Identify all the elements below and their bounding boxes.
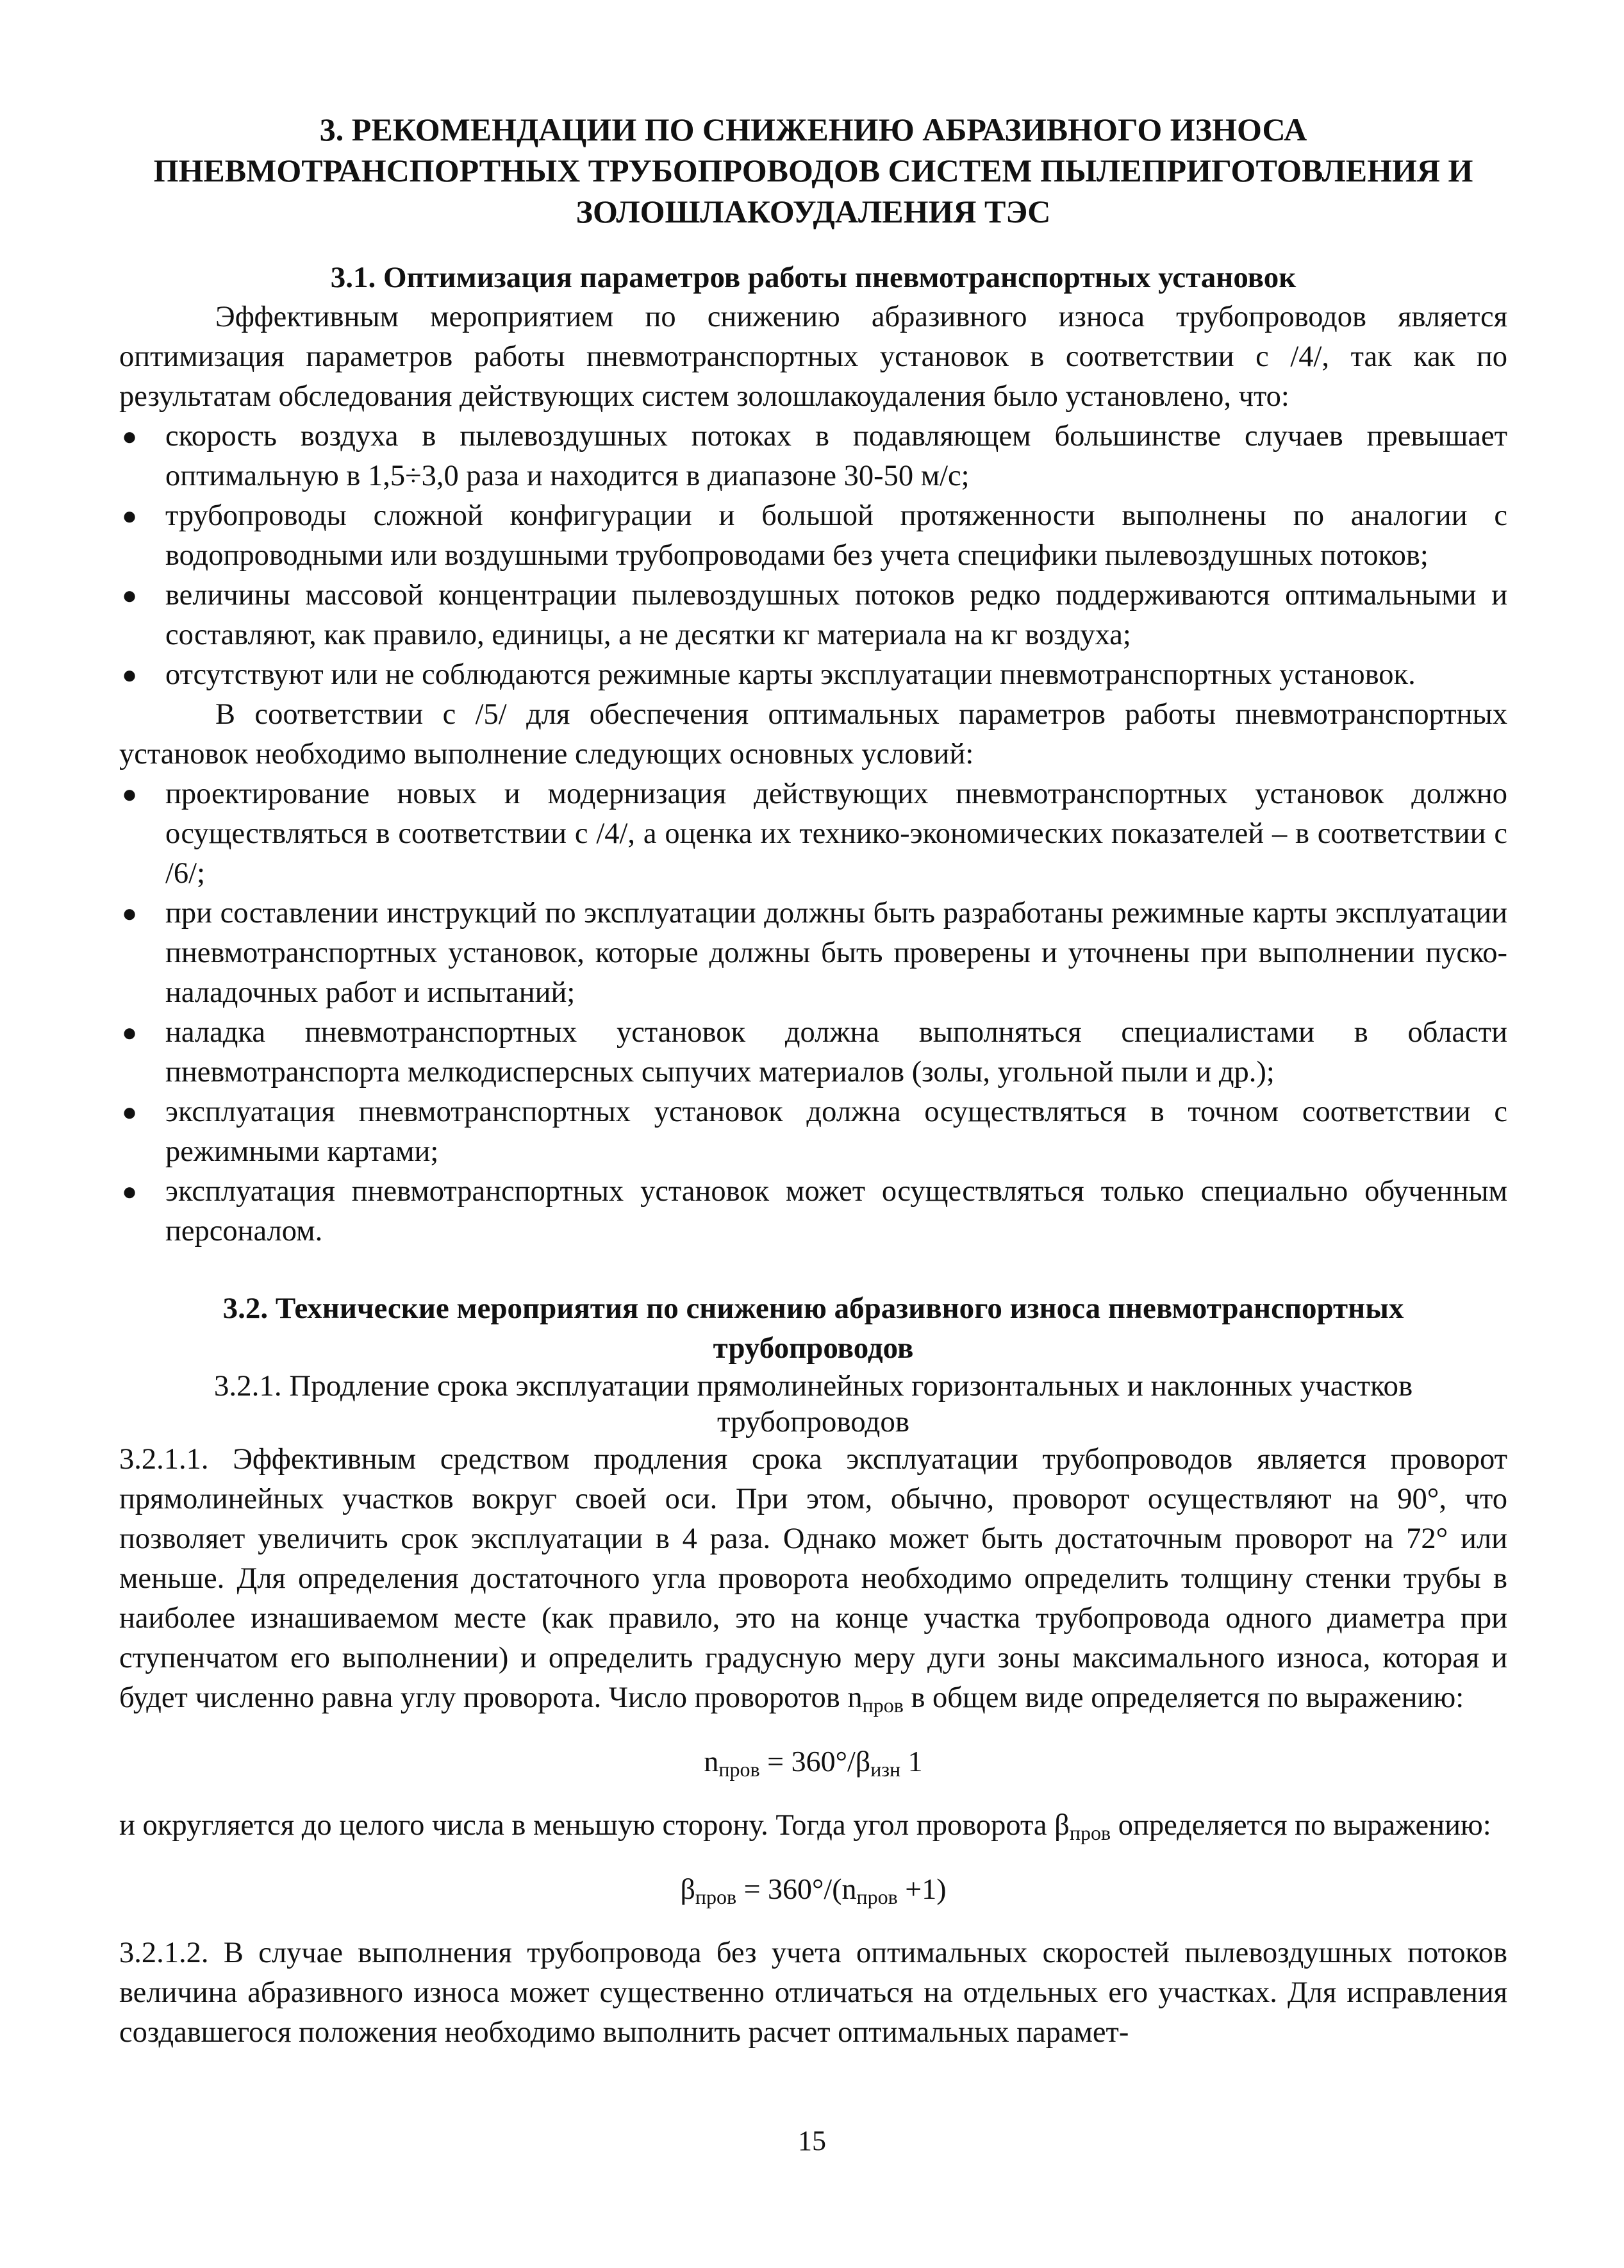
list-item (119, 894, 1507, 1013)
bullet-icon: ● (122, 780, 138, 808)
bullet-icon: ● (122, 581, 138, 610)
formula-lhs: n (704, 1745, 719, 1778)
list-item (119, 576, 1507, 655)
formula-mid-sub: пров (856, 1885, 898, 1908)
page-number: 15 (798, 2125, 826, 2156)
formula-lhs-sub: пров (695, 1885, 737, 1908)
list-item-text: эксплуатация пневмотранспортных установок может осуществляться только специально обученным персоналом. (165, 1175, 1507, 1247)
chapter-title (119, 109, 1507, 232)
subsection-3-2-1-heading-line-2: трубопроводов (717, 1405, 910, 1438)
paragraph-3-2-1-1 (119, 1440, 1507, 1725)
section-3-1-heading: 3.1. Оптимизация параметров работы пневмотранспортных установок (330, 261, 1297, 294)
formula-mid: = 360°/β (759, 1745, 871, 1778)
conditions-list-1 (119, 417, 1507, 695)
bullet-icon: ● (122, 422, 138, 451)
variable-beta: β (1054, 1809, 1070, 1842)
paragraph-3-2-1-2: 3.2.1.2. В случае выполнения трубопровода без учета оптимальных скоростей пылевоздушных потоков величина абразивного износа может существенно отличаться на отдельных его участках. Для исправления создавшегося положения необходимо выполнить расчет оптимальных парамет- (119, 1937, 1507, 2049)
paragraph-text-end: в общем виде определяется по выражению: (903, 1681, 1464, 1714)
formula-number-of-turns (119, 1742, 1507, 1789)
list-item-text: эксплуатация пневмотранспортных установок должна осуществляться в точном соответствии с режимными картами; (165, 1096, 1507, 1168)
subscript: пров (862, 1694, 904, 1717)
list-item (119, 1172, 1507, 1251)
bullet-icon: ● (122, 1018, 138, 1047)
paragraph-after-formula-1 (119, 1806, 1507, 1853)
page-content (119, 109, 1507, 2053)
spacer (119, 1251, 1507, 1288)
section-3-2-heading-line-1: 3.2. Технические мероприятия по снижению абразивного износа пневмотранспортных (222, 1292, 1404, 1325)
list-item-text: величины массовой концентрации пылевоздушных потоков редко поддерживаются оптимальными и составляют, как правило, единицы, а не десятки кг материала на кг воздуха; (165, 579, 1507, 651)
list-item-text: трубопроводы сложной конфигурации и большой протяженности выполнены по аналогии с водопроводными или воздушными трубопроводами без учета специфики пылевоздушных потоков; (165, 499, 1507, 572)
list-item (119, 1092, 1507, 1172)
bullet-icon: ● (122, 1177, 138, 1206)
bullet-icon: ● (122, 899, 138, 928)
paragraph-text-end: определяется по выражению: (1111, 1809, 1491, 1842)
subscript: пров (1069, 1821, 1111, 1844)
formula-turn-angle (119, 1869, 1507, 1917)
section-3-2-heading-line-2: трубопроводов (713, 1331, 914, 1365)
chapter-title-line-1: 3. РЕКОМЕНДАЦИИ ПО СНИЖЕНИЮ АБРАЗИВНОГО ИЗНОСА (319, 112, 1307, 147)
list-item-text: проектирование новых и модернизация действующих пневмотранспортных установок должно осуществляться в соответствии с /4/, а оценка их технико-экономических показателей – в соответствии с /6/; (165, 778, 1507, 890)
formula-rhs: 1 (900, 1745, 923, 1778)
formula-mid-sub: изн (870, 1758, 901, 1781)
subsection-3-2-1-heading (119, 1368, 1507, 1440)
formula-rhs: +1) (897, 1872, 947, 1905)
formula-lhs: β (680, 1872, 695, 1905)
list-item (119, 655, 1507, 695)
list-item (119, 774, 1507, 894)
variable-n: n (847, 1681, 863, 1714)
paragraph-text: и округляется до целого числа в меньшую сторону. Тогда угол проворота (119, 1809, 1055, 1842)
list-item (119, 496, 1507, 576)
list-item-text: наладка пневмотранспортных установок должна выполняться специалистами в области пневмотранспорта мелкодисперсных сыпучих материалов (золы, угольной пыли и др.); (165, 1016, 1507, 1088)
chapter-title-line-3: ЗОЛОШЛАКОУДАЛЕНИЯ ТЭС (576, 194, 1051, 229)
bullet-icon: ● (122, 1097, 138, 1126)
formula-mid: = 360°/(n (736, 1872, 857, 1905)
bullet-icon: ● (122, 501, 138, 530)
conditions-list-2 (119, 774, 1507, 1251)
list-item (119, 1013, 1507, 1092)
list-item-text: при составлении инструкций по эксплуатации должны быть разработаны режимные карты эксплуатации пневмотранспортных установок, которые должны быть проверены и уточнены при выполнении пуско-наладочных работ и испытаний; (165, 897, 1507, 1009)
list-item (119, 417, 1507, 496)
list-item-text: скорость воздуха в пылевоздушных потоках в подавляющем большинстве случаев превышает оптимальную в 1,5÷3,0 раза и находится в диапазоне 30-50 м/с; (165, 420, 1507, 492)
chapter-title-line-2: ПНЕВМОТРАНСПОРТНЫХ ТРУБОПРОВОДОВ СИСТЕМ ПЫЛЕПРИГОТОВЛЕНИЯ И (153, 153, 1473, 188)
bullet-icon: ● (122, 660, 138, 689)
list-item-text: отсутствуют или не соблюдаются режимные карты эксплуатации пневмотранспортных установок. (165, 658, 1416, 691)
section-3-1-para-2: В соответствии с /5/ для обеспечения оптимальных параметров работы пневмотранспортных установок необходимо выполнение следующих основных условий: (119, 698, 1507, 771)
section-3-1-intro: Эффективным мероприятием по снижению абразивного износа трубопроводов является оптимизация параметров работы пневмотранспортных установок в соответствии с /4/, так как по результатам обследования действующих систем золошлакоудаления было установлено, что: (119, 301, 1507, 413)
paragraph-text: 3.2.1.1. Эффективным средством продления срока эксплуатации трубопроводов является проворот прямолинейных участков вокруг своей оси. При этом, обычно, проворот осуществляют на 90°, что позволяет увеличить срок эксплуатации в 4 раза. Однако может быть достаточным проворот на 72° или меньше. Для определения достаточного угла проворота необходимо определить толщину стенки трубы в наиболее изнашиваемом месте (как правило, это на конце участка трубопровода одного диаметра при ступенчатом его выполнении) и определить градусную меру дуги зоны максимального износа, которая и будет численно равна углу проворота. Число проворотов (119, 1443, 1507, 1714)
section-3-2-heading (119, 1288, 1507, 1368)
formula-lhs-sub: пров (718, 1758, 760, 1781)
subsection-3-2-1-heading-line-1: 3.2.1. Продление срока эксплуатации прямолинейных горизонтальных и наклонных участков (213, 1369, 1413, 1403)
